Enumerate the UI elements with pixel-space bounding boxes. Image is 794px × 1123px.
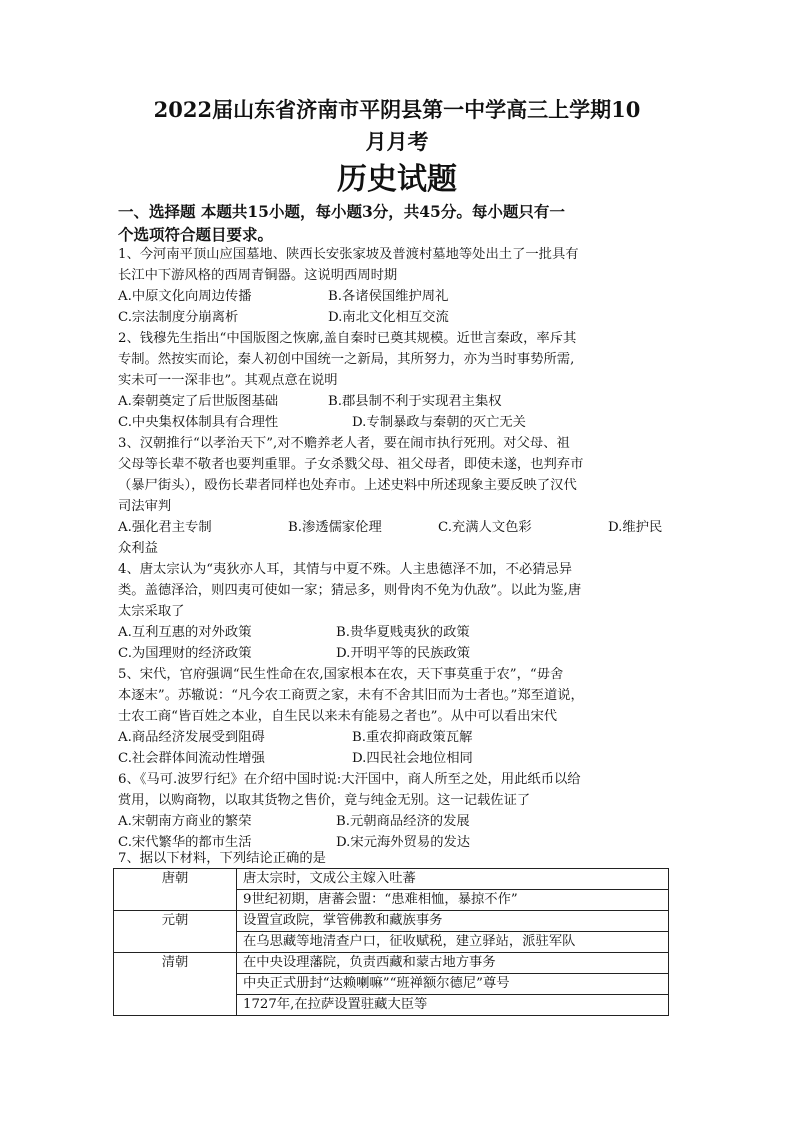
exam-title-line1: 2022届山东省济南市平阴县第一中学高三上学期10 xyxy=(153,97,641,122)
q3-option-d[interactable]: D.维护民 xyxy=(608,520,663,535)
event-cell: 唐太宗时，文成公主嫁入吐蕃 xyxy=(237,869,669,890)
q3-stem-line1: 3、汉朝推行“以孝治天下”,对不赡养老人者，要在闹市执行死刑。对父母、祖 xyxy=(118,436,570,451)
q4-option-d[interactable]: D.开明平等的民族政策 xyxy=(336,646,471,661)
dynasty-cell-yuan: 元朝 xyxy=(114,911,237,953)
event-cell: 在中央设理藩院，负责西藏和蒙古地方事务 xyxy=(237,953,669,974)
q6-stem-line1: 6、《马可.波罗行纪》在介绍中国时说:大汗国中，商人所至之处，用此纸币以给 xyxy=(118,772,581,787)
q3-stem-line4: 司法审判 xyxy=(118,499,172,514)
q5-option-b[interactable]: B.重农抑商政策瓦解 xyxy=(352,730,473,745)
q4-option-c[interactable]: C.为国理财的经济政策 xyxy=(118,646,252,661)
q2-stem-line3: 实未可一一深非也”。其观点意在说明 xyxy=(118,373,338,388)
q4-stem-line1: 4、唐太宗认为“夷狄亦人耳，其情与中夏不殊。人主患德泽不加，不必猜忌异 xyxy=(118,562,573,577)
dynasty-cell-tang: 唐朝 xyxy=(114,869,237,911)
q4-stem-line3: 太宗采取了 xyxy=(118,604,185,619)
q5-stem-line1: 5、宋代，官府强调“民生性命在农,国家根本在农，天下事莫重于农”，“毋舍 xyxy=(118,667,564,682)
table-row xyxy=(114,953,669,974)
q3-option-d-continued: 众利益 xyxy=(118,541,158,556)
q2-option-b[interactable]: B.郡县制不利于实现君主集权 xyxy=(328,394,502,409)
dynasty-cell-qing: 清朝 xyxy=(114,953,237,1016)
q1-option-c[interactable]: C.宗法制度分崩离析 xyxy=(118,310,239,325)
q2-stem-line2: 专制。然按实而论，秦人初创中国统一之新局，其所努力，亦为当时事势所需, xyxy=(118,352,575,367)
q6-stem-line2: 赏用，以购商物，以取其货物之售价，竟与纯金无别。这一记载佐证了 xyxy=(118,793,531,808)
q6-option-d[interactable]: D.宋元海外贸易的发达 xyxy=(336,835,471,850)
q6-option-b[interactable]: B.元朝商品经济的发展 xyxy=(336,814,470,829)
q3-stem-line2: 父母等长辈不敬者也要判重罪。子女杀戮父母、祖父母者，即使未遂，也判弃市 xyxy=(118,457,584,472)
q6-option-c[interactable]: C.宋代繁华的都市生活 xyxy=(118,835,252,850)
section-heading-line2: 个选项符合题目要求。 xyxy=(118,225,274,244)
q3-option-c[interactable]: C.充满人文色彩 xyxy=(438,520,532,535)
q1-stem-line2: 长江中下游风格的西周青铜器。这说明西周时期 xyxy=(118,268,398,283)
q2-option-a[interactable]: A.秦朝奠定了后世版图基础 xyxy=(118,394,279,409)
q3-option-b[interactable]: B.渗透儒家伦理 xyxy=(288,520,382,535)
q1-option-b[interactable]: B.各诸侯国维护周礼 xyxy=(328,289,449,304)
q4-option-b[interactable]: B.贵华夏贱夷狄的政策 xyxy=(336,625,470,640)
table-row xyxy=(114,869,669,890)
q3-option-a[interactable]: A.强化君主专制 xyxy=(118,520,212,535)
event-cell: 设置宣政院，掌管佛教和藏族事务 xyxy=(237,911,669,932)
q2-option-c[interactable]: C.中央集权体制具有合理性 xyxy=(118,415,279,430)
section-heading xyxy=(118,200,678,246)
q1-option-a[interactable]: A.中原文化向周边传播 xyxy=(118,289,252,304)
section-heading-line1: 一、选择题 本题共15小题，每小题3分，共45分。每小题只有一 xyxy=(118,202,565,221)
event-cell: 在乌思藏等地清查户口，征收赋税，建立驿站，派驻军队 xyxy=(237,932,669,953)
q5-stem-line3: 士农工商“皆百姓之本业，自生民以来未有能易之者也”。从中可以看出宋代 xyxy=(118,709,558,724)
q2-option-d[interactable]: D.专制暴政与秦朝的灭亡无关 xyxy=(352,415,526,430)
subject-title: 历史试题 xyxy=(337,162,457,197)
q1-option-d[interactable]: D.南北文化相互交流 xyxy=(328,310,449,325)
event-cell: 9世纪初期，唐蕃会盟：“患难相恤，暴掠不作” xyxy=(237,890,669,911)
q5-option-c[interactable]: C.社会群体间流动性增强 xyxy=(118,751,265,766)
q5-option-d[interactable]: D.四民社会地位相同 xyxy=(352,751,473,766)
q4-stem-line2: 类。盖德泽洽，则四夷可使如一家；猜忌多，则骨肉不免为仇敌”。以此为鉴,唐 xyxy=(118,583,582,598)
q6-option-a[interactable]: A.宋朝南方商业的繁荣 xyxy=(118,814,252,829)
q1-stem-line1: 1、今河南平顶山应国墓地、陕西长安张家坡及普渡村墓地等处出土了一批具有 xyxy=(118,247,579,262)
q2-stem-line1: 2、钱穆先生指出“中国版图之恢廓,盖自秦时已奠其规模。近世言秦政，率斥其 xyxy=(118,331,577,346)
event-cell: 1727年,在拉萨设置驻藏大臣等 xyxy=(237,995,669,1016)
q5-stem-line2: 本逐末”。苏辙说：“凡今农工商贾之家，未有不舍其旧而为士者也。”郑至道说， xyxy=(118,688,584,703)
q5-option-a[interactable]: A.商品经济发展受到阻碍 xyxy=(118,730,265,745)
table-row xyxy=(114,911,669,932)
exam-title-line2: 月月考 xyxy=(365,129,429,154)
q7-stem: 7、据以下材料，下列结论正确的是 xyxy=(118,851,326,866)
q7-material-table xyxy=(113,868,669,1016)
event-cell: 中央正式册封“达赖喇嘛”“班禅额尔德尼”尊号 xyxy=(237,974,669,995)
q3-stem-line3: （暴尸街头），殴伤长辈者同样也处弃市。上述史料中所述现象主要反映了汉代 xyxy=(118,478,577,493)
q4-option-a[interactable]: A.互利互惠的对外政策 xyxy=(118,625,252,640)
